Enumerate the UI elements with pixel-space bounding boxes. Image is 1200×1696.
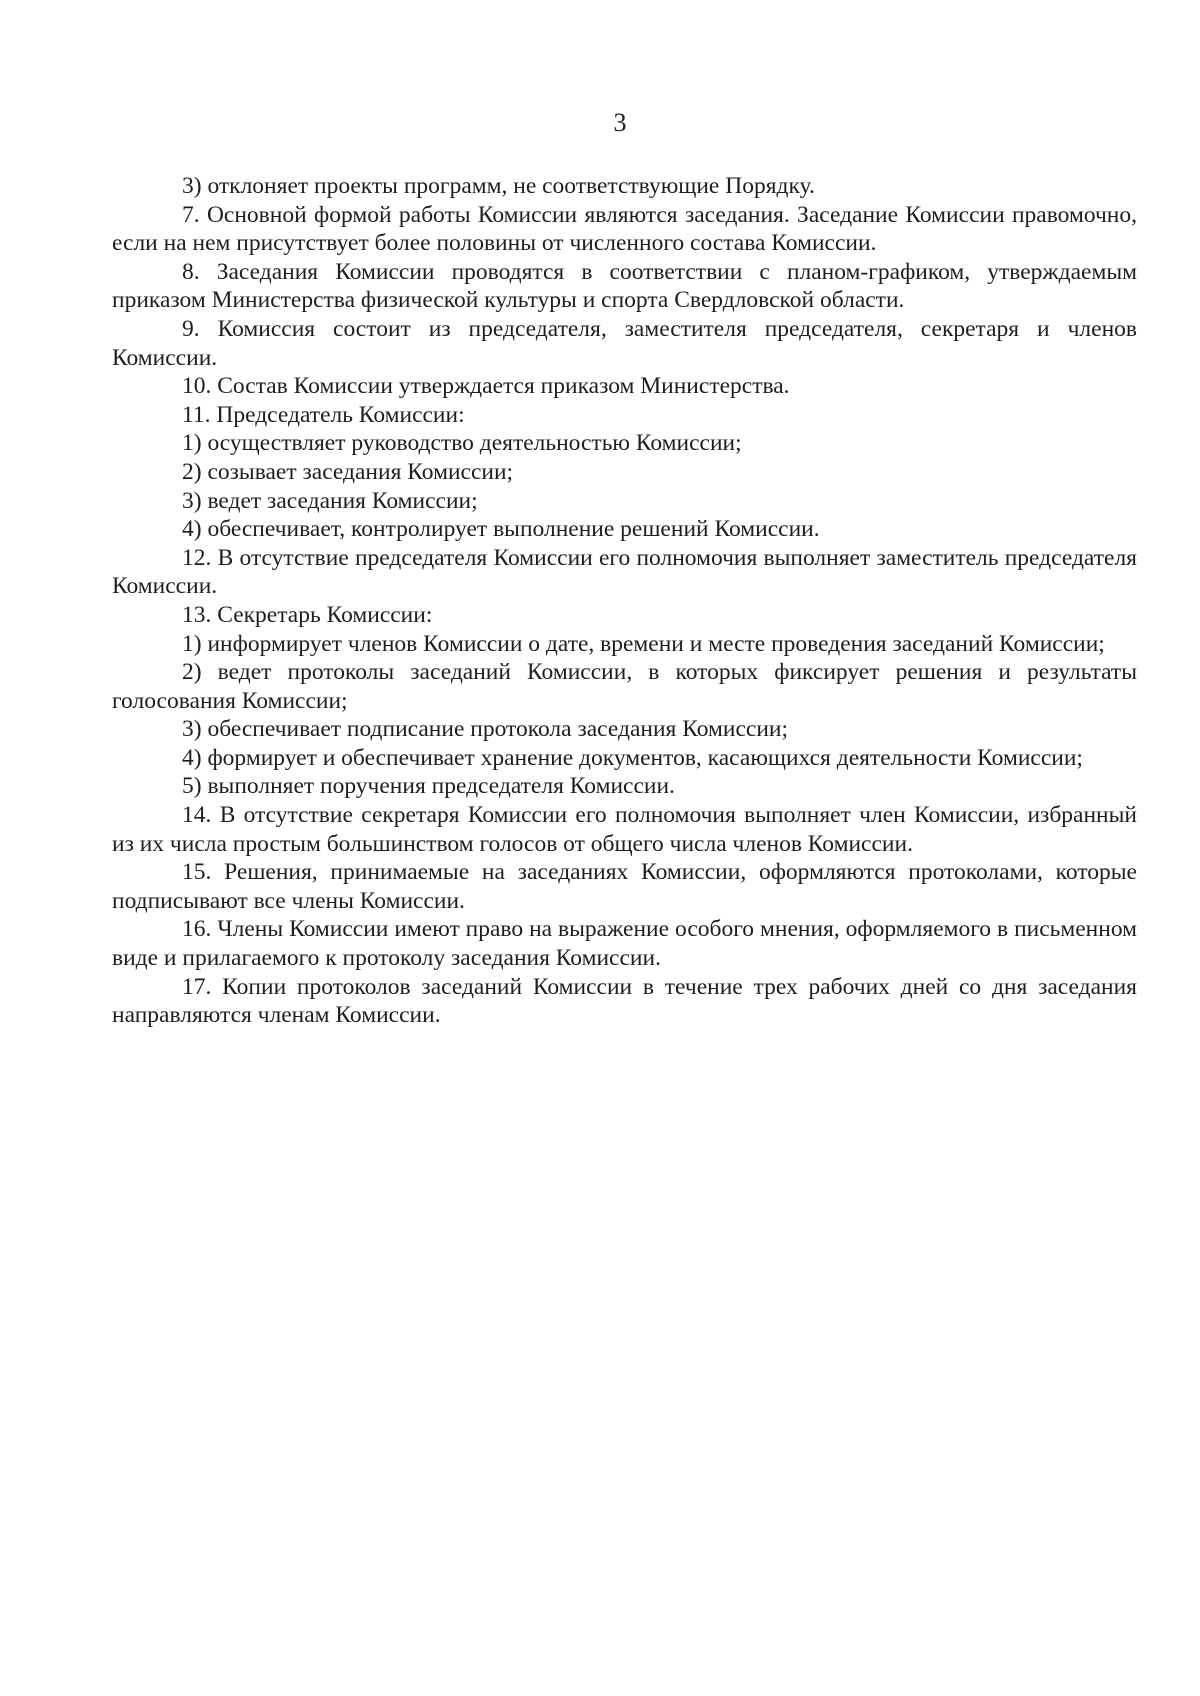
chairman-duty-1: 1) осуществляет руководство деятельностью Комиссии; (182, 430, 742, 457)
secretary-duty-1: 1) информирует членов Комиссии о дате, времени и месте проведения заседаний Комиссии; (182, 630, 1105, 657)
secretary-duty-5: 5) выполняет поручения председателя Комиссии. (182, 773, 675, 800)
secretary-duty-3: 3) обеспечивает подписание протокола заседания Комиссии; (182, 716, 789, 743)
paragraph-11-chairman-heading: 11. Председатель Комиссии: (182, 401, 465, 428)
chairman-duty-4: 4) обеспечивает, контролирует выполнение решений Комиссии. (182, 516, 820, 543)
secretary-duty-2: 2) ведет протоколы заседаний Комиссии, в которых фиксирует решения и результаты голосования Комиссии; (112, 659, 1137, 714)
paragraph-13-secretary-heading: 13. Секретарь Комиссии: (182, 601, 433, 628)
chairman-duty-2: 2) созывает заседания Комиссии; (182, 458, 514, 485)
paragraph-7-meetings-form: 7. Основной формой работы Комиссии являются заседания. Заседание Комиссии правомочно, если на нем присутствует более половины от численного состава Комиссии. (112, 201, 1137, 257)
paragraph-9-commission-members: 9. Комиссия состоит из председателя, заместителя председателя, секретаря и членов Комиссии. (112, 315, 1137, 371)
paragraph-16-special-opinion: 16. Члены Комиссии имеют право на выражение особого мнения, оформляемого в письменном виде и прилагаемого к протоколу заседания Комиссии. (112, 916, 1137, 972)
paragraph-8-meeting-schedule: 8. Заседания Комиссии проводятся в соответствии с планом-графиком, утверждаемым приказом Министерства физической культуры и спорта Свердловской области. (112, 258, 1137, 314)
paragraph-10-commission-composition: 10. Состав Комиссии утверждается приказом Министерства. (182, 373, 790, 400)
chairman-duty-3: 3) ведет заседания Комиссии; (182, 487, 478, 514)
page-number: 3 (613, 108, 627, 137)
paragraph-program-rejection: 3) отклоняет проекты программ, не соответствующие Порядку. (182, 173, 815, 199)
paragraph-17-protocol-copies: 17. Копии протоколов заседаний Комиссии в течение трех рабочих дней со дня заседания направляются членам Комиссии. (112, 973, 1137, 1029)
paragraph-12-deputy-chairman: 12. В отсутствие председателя Комиссии его полномочия выполняет заместитель председателя Комиссии. (112, 544, 1137, 600)
paragraph-14-secretary-absence: 14. В отсутствие секретаря Комиссии его полномочия выполняет член Комиссии, избранный из их числа простым большинством голосов от общего числа членов Комиссии. (112, 802, 1137, 857)
secretary-duty-4: 4) формирует и обеспечивает хранение документов, касающихся деятельности Комиссии; (182, 744, 1083, 771)
document-body (112, 172, 1137, 1030)
paragraph-15-decisions: 15. Решения, принимаемые на заседаниях Комиссии, оформляются протоколами, которые подписывают все члены Комиссии. (112, 859, 1137, 914)
